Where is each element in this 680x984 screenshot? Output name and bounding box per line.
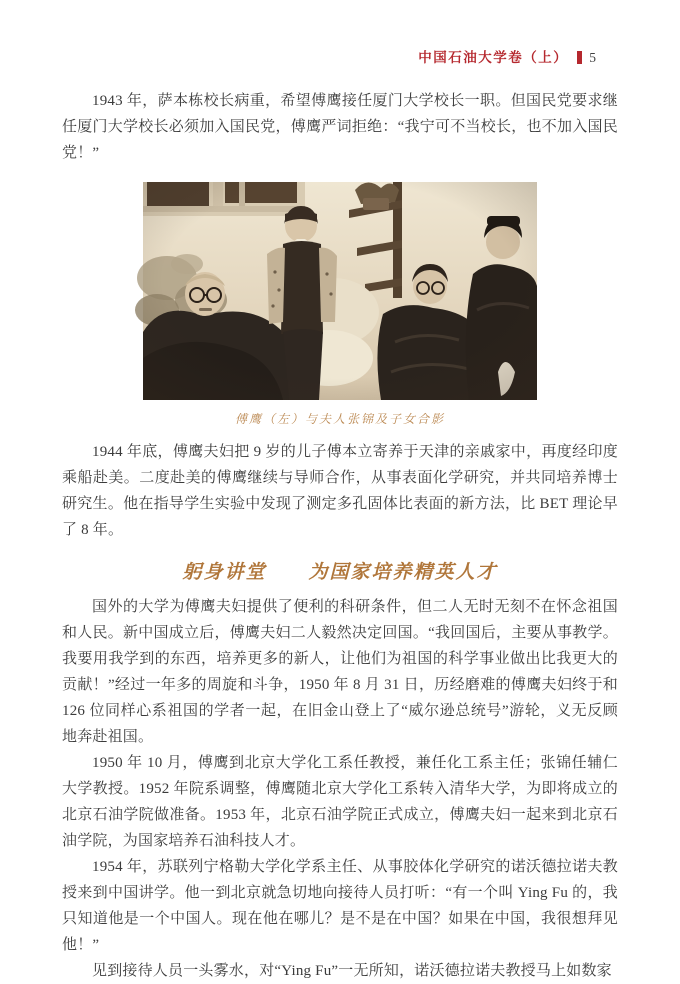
running-head-title: 中国石油大学卷（上） bbox=[418, 50, 569, 65]
paragraph-ying-fu: 见到接待人员一头雾水，对“Ying Fu”一无所知，诺沃德拉诺夫教授马上如数家 bbox=[92, 963, 612, 979]
header-divider-bar bbox=[577, 51, 582, 64]
section-heading: 躬身讲堂 为国家培养精英人才 bbox=[182, 562, 498, 583]
family-photo-image bbox=[143, 182, 537, 400]
page-number: 5 bbox=[589, 50, 596, 65]
paragraph-1944: 1944 年底，傅鹰夫妇把 9 岁的儿子傅本立寄养于天津的亲戚家中，再度经印度乘船赴美。二度赴美的傅鹰继续与导师合作，从事表面化学研究，并共同培养博士研究生。他在指导学生实验中发现了测定多孔固体比表面的新方法，比 BET 理论早了 8 年。 bbox=[62, 444, 618, 538]
paragraph-1954-professor: 1954 年，苏联列宁格勒大学化学系主任、从事胶体化学研究的诺沃德拉诺夫教授来到中国讲学。他一到北京就急切地向接待人员打听：“有一个叫 Ying Fu 的，我只知道他是一个中国人。现在他在哪儿？是不是在中国？如果在中国，我很想拜见他！” bbox=[62, 859, 618, 953]
photo-caption: 傅鹰（左）与夫人张锦及子女合影 bbox=[234, 412, 445, 426]
page-header bbox=[62, 46, 596, 67]
paragraph-1950-peking: 1950 年 10 月，傅鹰到北京大学化工系任教授，兼任化工系主任；张锦任辅仁大学教授。1952 年院系调整，傅鹰随北京大学化工系转入清华大学，为即将成立的北京石油学院做准备。1953 年，北京石油学院正式成立，傅鹰夫妇一起来到北京石油学院，为国家培养石油科技人才。 bbox=[62, 755, 618, 849]
page-content bbox=[62, 88, 618, 984]
paragraph-1943: 1943 年，萨本栋校长病重，希望傅鹰接任厦门大学校长一职。但国民党要求继任厦门大学校长必须加入国民党，傅鹰严词拒绝：“我宁可不当校长，也不加入国民党！” bbox=[62, 93, 618, 161]
paragraph-return-china: 国外的大学为傅鹰夫妇提供了便利的科研条件，但二人无时无刻不在怀念祖国和人民。新中国成立后，傅鹰夫妇二人毅然决定回国。“我回国后，主要从事教学。我要用我学到的东西，培养更多的新人，让他们为祖国的科学事业做出比我更大的贡献！”经过一年多的周旋和斗争，1950 年 8 月 31 日，历经磨难的傅鹰夫妇终于和 126 位同样心系祖国的学者一起，在旧金山登上了“威尔逊总统号”游轮，义无反顾地奔赴祖国。 bbox=[62, 599, 618, 745]
photo-figure bbox=[62, 182, 618, 427]
